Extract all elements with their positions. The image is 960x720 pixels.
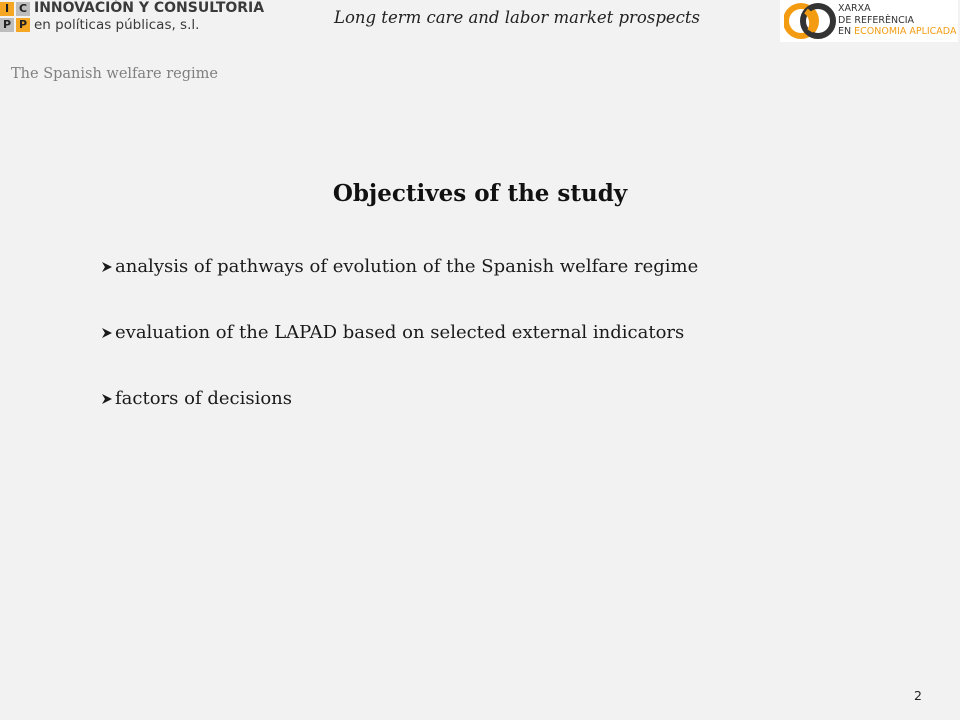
list-item-text: evaluation of the LAPAD based on selected external indicators: [115, 322, 685, 343]
list-item-text: analysis of pathways of evolution of the Spanish welfare regime: [115, 256, 699, 277]
section-label: The Spanish welfare regime: [11, 66, 218, 82]
page-number: 2: [914, 688, 922, 703]
xarxa-logo-line3: [838, 26, 956, 38]
slide-title: Objectives of the study: [332, 180, 628, 207]
xarxa-logo-text: [838, 3, 956, 38]
icpp-logo-name: INNOVACIÓN Y CONSULTORIA: [34, 0, 265, 16]
icpp-logo-subtitle: en políticas públicas, s.l.: [34, 17, 200, 33]
list-item: [100, 384, 698, 413]
objectives-list: [100, 252, 698, 450]
logo-letter-p-second: P: [16, 18, 30, 32]
logo-letter-c: C: [16, 2, 30, 16]
arrowhead-bullet-icon: [100, 384, 115, 413]
xarxa-logo-line3-prefix: EN: [838, 26, 855, 37]
icpp-logo: [0, 0, 265, 36]
header-title: Long term care and labor market prospects: [333, 8, 700, 27]
xarxa-logo-icon: [784, 3, 836, 39]
arrowhead-bullet-icon: [100, 252, 115, 281]
list-item: [100, 252, 698, 281]
xarxa-logo-line1: XARXA: [838, 3, 871, 14]
arrowhead-bullet-icon: [100, 318, 115, 347]
list-item: [100, 318, 698, 347]
xarxa-logo: [780, 0, 958, 42]
xarxa-logo-line2: DE REFERÈNCIA: [838, 14, 915, 26]
icpp-logo-grid: [0, 2, 30, 32]
logo-letter-p: P: [0, 18, 14, 32]
logo-letter-i: I: [0, 2, 14, 16]
icpp-logo-text: [34, 0, 264, 33]
xarxa-logo-line3-highlight: ECONOMIA APLICADA: [854, 26, 957, 37]
list-item-text: factors of decisions: [115, 388, 293, 409]
